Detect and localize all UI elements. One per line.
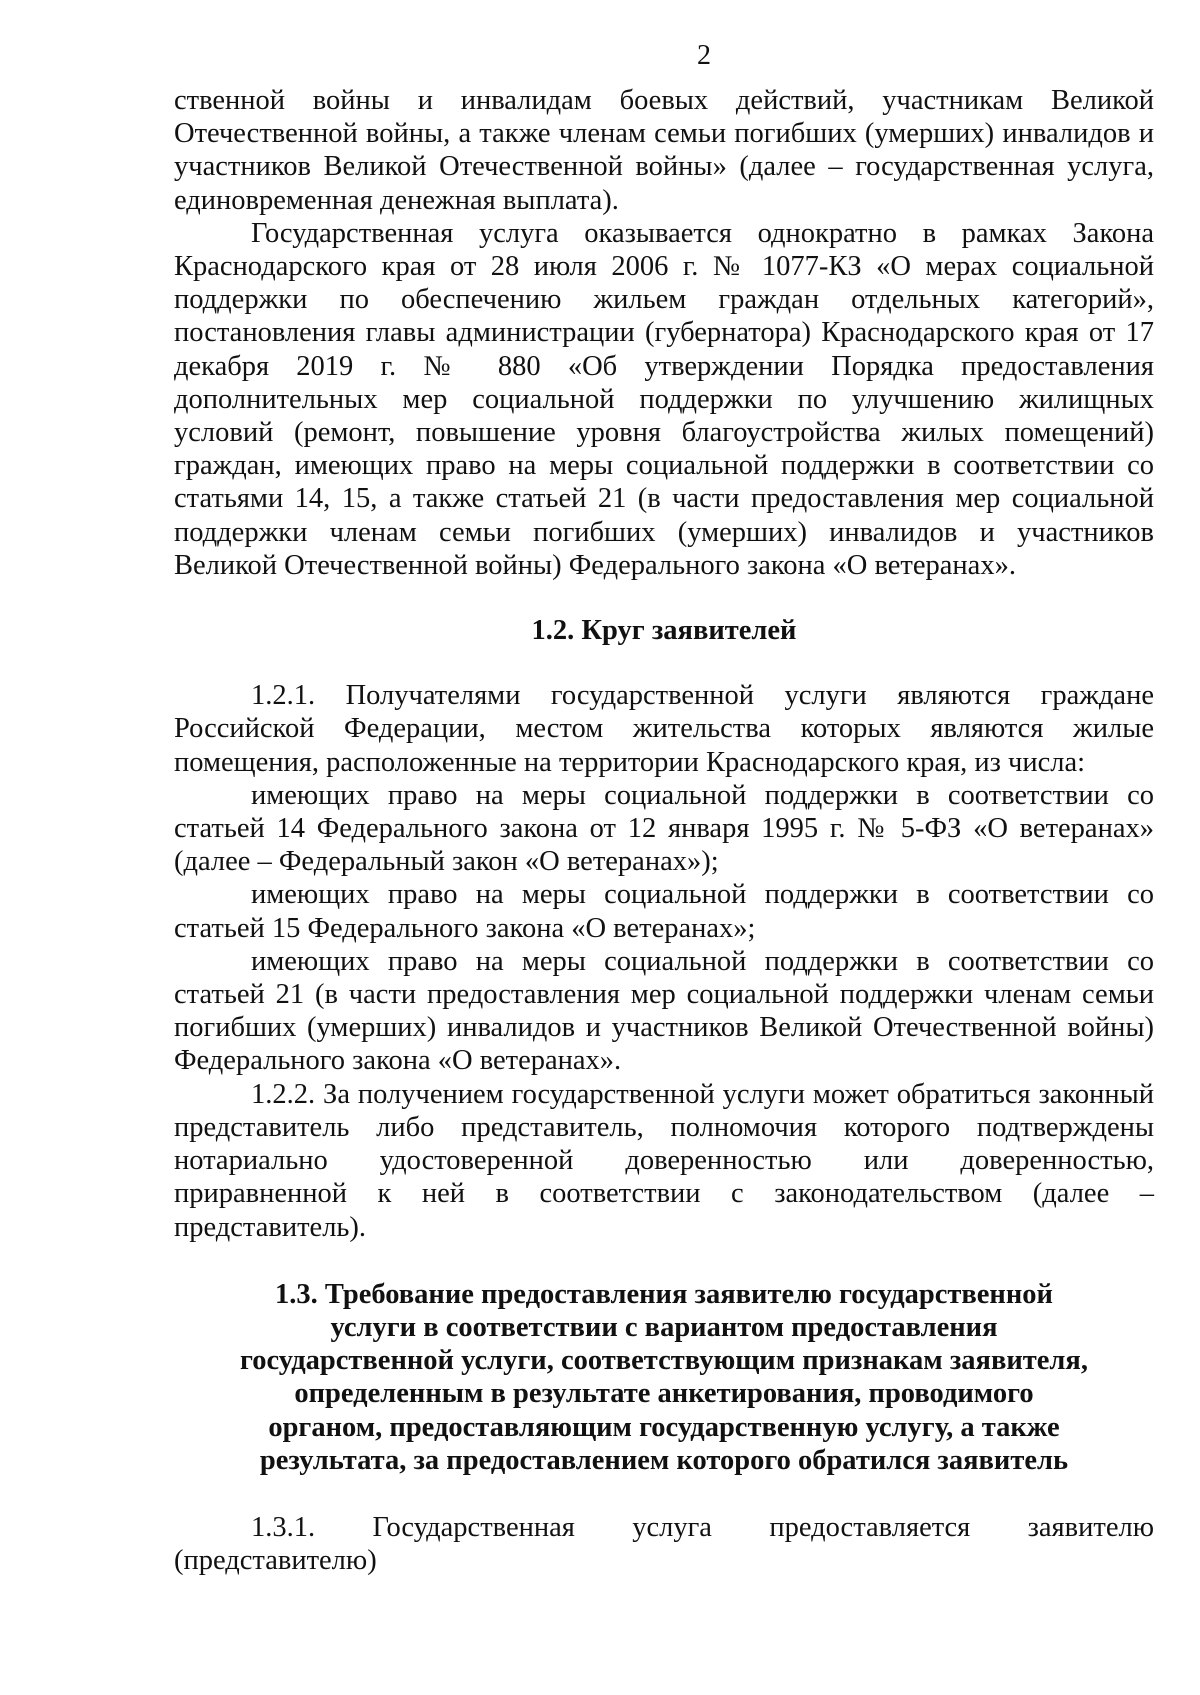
document-page: [174, 40, 1154, 1577]
section-heading-1-2: 1.2. Круг заявителей: [531, 615, 797, 647]
paragraph-1-2-1: 1.2.1. Получателями государственной услуги являются граждане Российской Федерации, местом жительства которых являются жилые помещения, расположенные на территории Краснодарского края, из числа:: [174, 680, 1154, 778]
paragraph-1-2-2: 1.2.2. За получением государственной услуги может обратиться законный представитель либо представитель, полномочия которого подтверждены нотариально удостоверенной доверенностью или доверенностью, приравненной к ней в соответствии с законодательством (далее – представитель).: [174, 1078, 1154, 1243]
paragraph-article-14: имеющих право на меры социальной поддержки в соответствии со статьей 14 Федерального закона от 12 января 1995 г. № 5-ФЗ «О ветеранах» (далее – Федеральный закон «О ветеранах»);: [174, 779, 1154, 878]
page-number: 2: [697, 40, 711, 71]
section-heading-1-3: 1.3. Требование предоставления заявителю государственной услуги в соответствии с вариантом предоставления государственной услуги, соответствующим признакам заявителя, определенным в результате анкетирования, проводимого органом, предоставляющим государственную услугу, а также результата, за предоставлением которого обратился заявитель: [240, 1278, 1088, 1476]
paragraph-legal-basis: Государственная услуга оказывается однократно в рамках Закона Краснодарского края от 28 июля 2006 г. № 1077-КЗ «О мерах социальной поддержки по обеспечению жильем граждан отдельных категорий», постановления главы администрации (губернатора) Краснодарского края от 17 декабря 2019 г. № 880 «Об утверждении Порядка предоставления дополнительных мер социальной поддержки по улучшению жилищных условий (ремонт, повышение уровня благоустройства жилых помещений) граждан, имеющих право на меры социальной поддержки в соответствии со статьями 14, 15, а также статьей 21 (в части предоставления мер социальной поддержки членам семьи погибших (умерших) инвалидов и участников Великой Отечественной войны) Федерального закона «О ветеранах».: [174, 217, 1154, 581]
paragraph-continuation: ственной войны и инвалидам боевых действий, участникам Великой Отечественной войны, а также членам семьи погибших (умерших) инвалидов и участников Великой Отечественной войны» (далее – государственная услуга, единовременная денежная выплата).: [174, 85, 1154, 216]
paragraph-1-3-1: 1.3.1. Государственная услуга предоставляется заявителю (представителю): [174, 1511, 1154, 1577]
paragraph-article-15: имеющих право на меры социальной поддержки в соответствии со статьей 15 Федерального закона «О ветеранах»;: [174, 879, 1154, 944]
paragraph-article-21: имеющих право на меры социальной поддержки в соответствии со статьей 21 (в части предоставления мер социальной поддержки членам семьи погибших (умерших) инвалидов и участников Великой Отечественной войны) Федерального закона «О ветеранах».: [174, 945, 1154, 1077]
